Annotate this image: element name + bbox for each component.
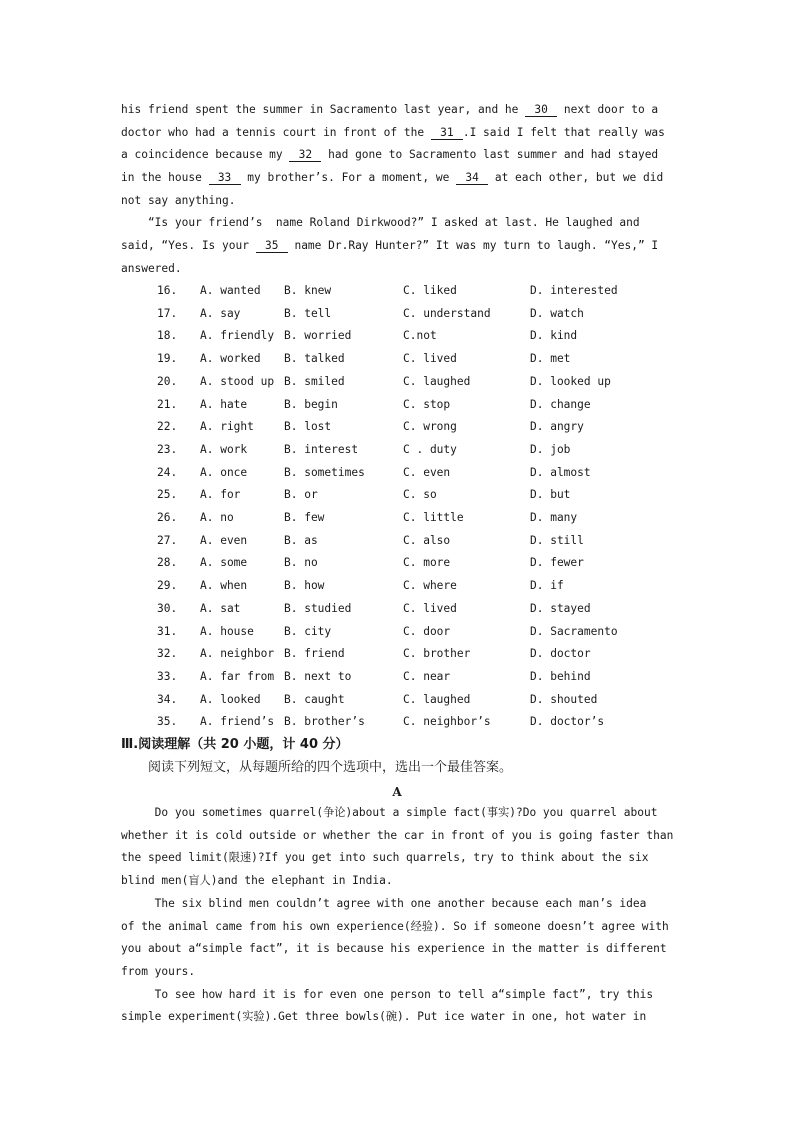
blank-34: 34 (456, 172, 488, 185)
question-number: 25. (157, 488, 178, 502)
blank-31: 31 (431, 127, 463, 140)
option-c: C. understand (403, 306, 491, 320)
option-d: D. behind (530, 669, 591, 683)
option-row (157, 420, 677, 434)
option-b: B. smiled (284, 374, 345, 388)
passage-label: A (392, 785, 402, 799)
option-row (157, 602, 677, 616)
question-number: 20. (157, 374, 178, 388)
passage-a-line: To see how hard it is for even one person to tell a“simple fact”, try this (121, 987, 654, 1001)
option-d: D. almost (530, 465, 591, 479)
option-c: C . duty (403, 442, 457, 456)
option-b: B. knew (284, 284, 332, 297)
option-a: A. house (200, 624, 254, 638)
option-b: B. or (284, 488, 318, 502)
question-number: 22. (157, 420, 178, 434)
option-row (157, 693, 677, 707)
option-row (157, 307, 677, 321)
option-c: C. so (403, 488, 437, 502)
option-d: D. shouted (530, 692, 598, 706)
blank-35: 35 (256, 240, 288, 253)
passage-line: not say anything. (121, 194, 236, 207)
blank-32: 32 (289, 149, 321, 162)
option-a: A. stood up (200, 374, 275, 388)
option-a: A. sat (200, 601, 241, 615)
option-row (157, 534, 677, 548)
option-b: B. lost (284, 420, 332, 434)
option-c: C. lived (403, 352, 457, 366)
option-d: D. still (530, 533, 584, 547)
option-d: D. met (530, 352, 571, 366)
option-row (157, 488, 677, 502)
question-number: 21. (157, 397, 178, 411)
option-d: D. interested (530, 284, 618, 297)
option-a: A. wanted (200, 284, 261, 297)
passage-a-line: from yours. (121, 964, 196, 978)
option-row (157, 625, 677, 639)
option-d: D. Sacramento (530, 624, 618, 638)
option-c: C.not (403, 329, 437, 343)
question-number: 33. (157, 669, 178, 683)
option-d: D. many (530, 511, 578, 524)
section-heading: Ⅲ.阅读理解（共 20 小题，计 40 分） (121, 737, 349, 752)
question-number: 18. (157, 329, 178, 343)
option-b: B. worried (284, 329, 352, 343)
option-a: A. neighbor (200, 647, 275, 661)
passage-line: doctor who had a tennis court in front of the 31 .I said I felt that really was (121, 126, 665, 139)
option-c: C. stop (403, 397, 451, 411)
option-c: C. brother (403, 647, 471, 661)
option-b: B. brother’s (284, 715, 365, 729)
option-a: A. when (200, 579, 248, 593)
passage-a-line: Do you sometimes quarrel(争论)about a simple fact(事实)?Do you quarrel about (121, 806, 658, 819)
option-a: A. far from (200, 669, 275, 683)
option-b: B. tell (284, 306, 332, 320)
section-instruction: 阅读下列短文，从每题所给的四个选项中，选出一个最佳答案。 (148, 760, 513, 775)
option-row (157, 647, 677, 661)
passage-line: in the house 33 my brother’s. For a moment, we 34 at each other, but we did (121, 171, 664, 184)
blank-30: 30 (525, 104, 557, 117)
passage-a-line: the speed limit(限速)?If you get into such quarrels, try to think about the six (121, 851, 649, 865)
option-c: C. more (403, 556, 451, 570)
question-number: 24. (157, 465, 178, 479)
passage-a-line: The six blind men couldn’t agree with one another because each man’s idea (121, 896, 647, 910)
option-a: A. once (200, 465, 248, 479)
option-d: D. but (530, 488, 571, 502)
option-a: A. some (200, 556, 248, 570)
option-b: B. few (284, 511, 325, 524)
option-row (157, 556, 677, 570)
passage-line: answered. (121, 262, 182, 275)
option-b: B. as (284, 533, 318, 547)
option-d: D. doctor’s (530, 715, 605, 729)
passage-a-line: you about a“simple fact”, it is because his experience in the matter is different (121, 942, 667, 956)
option-a: A. friend’s (200, 715, 275, 729)
question-number: 27. (157, 533, 178, 547)
option-b: B. begin (284, 397, 338, 411)
option-row (157, 284, 677, 298)
option-c: C. wrong (403, 420, 457, 434)
option-row (157, 329, 677, 343)
option-b: B. sometimes (284, 465, 365, 479)
option-d: D. fewer (530, 556, 584, 570)
option-d: D. stayed (530, 601, 591, 615)
passage-a-line: of the animal came from his own experience(经验). So if someone doesn’t agree with (121, 919, 669, 933)
blank-33: 33 (209, 172, 241, 185)
option-c: C. little (403, 511, 464, 524)
option-d: D. kind (530, 329, 578, 343)
option-c: C. liked (403, 284, 457, 297)
option-a: A. hate (200, 397, 248, 411)
option-d: D. watch (530, 306, 584, 320)
passage-line: “Is your friend’s name Roland Dirkwood?” I asked at last. He laughed and (121, 216, 640, 229)
option-b: B. talked (284, 352, 345, 366)
option-b: B. studied (284, 601, 352, 615)
option-row (157, 375, 677, 389)
option-row (157, 579, 677, 593)
option-a: A. say (200, 306, 241, 320)
option-b: B. caught (284, 692, 345, 706)
passage-line: his friend spent the summer in Sacramento last year, and he 30 next door to a (121, 103, 659, 116)
option-c: C. laughed (403, 692, 471, 706)
option-c: C. door (403, 624, 451, 638)
option-row (157, 715, 677, 729)
option-c: C. neighbor’s (403, 715, 491, 729)
option-a: A. for (200, 488, 241, 502)
option-b: B. no (284, 556, 318, 570)
question-number: 30. (157, 601, 178, 615)
question-number: 35. (157, 715, 178, 729)
passage-line: said, “Yes. Is your 35 name Dr.Ray Hunter?” It was my turn to laugh. “Yes,” I (121, 239, 659, 252)
option-d: D. if (530, 579, 564, 593)
option-b: B. how (284, 579, 325, 593)
question-number: 17. (157, 306, 178, 320)
question-number: 19. (157, 352, 178, 366)
option-a: A. no (200, 511, 234, 524)
option-a: A. right (200, 420, 254, 434)
option-row (157, 670, 677, 684)
option-row (157, 443, 677, 457)
option-row (157, 466, 677, 480)
question-number: 26. (157, 511, 178, 524)
option-a: A. friendly (200, 329, 275, 343)
question-number: 34. (157, 692, 178, 706)
option-a: A. worked (200, 352, 261, 366)
option-row (157, 398, 677, 412)
option-c: C. where (403, 579, 457, 593)
option-d: D. looked up (530, 374, 611, 388)
question-number: 16. (157, 284, 178, 297)
option-d: D. angry (530, 420, 584, 434)
question-number: 23. (157, 442, 178, 456)
option-d: D. job (530, 442, 571, 456)
option-a: A. even (200, 533, 248, 547)
passage-a-line: simple experiment(实验).Get three bowls(碗). Put ice water in one, hot water in (121, 1010, 647, 1024)
passage-a-line: whether it is cold outside or whether the car in front of you is going faster than (121, 828, 674, 842)
option-row (157, 511, 677, 525)
passage-line: a coincidence because my 32 had gone to Sacramento last summer and had stayed (121, 148, 659, 161)
option-c: C. lived (403, 601, 457, 615)
option-d: D. change (530, 397, 591, 411)
option-row (157, 352, 677, 366)
question-number: 32. (157, 647, 178, 661)
option-b: B. interest (284, 442, 359, 456)
option-c: C. also (403, 533, 451, 547)
option-c: C. even (403, 465, 451, 479)
passage-a-line: blind men(盲人)and the elephant in India. (121, 874, 393, 888)
option-c: C. laughed (403, 374, 471, 388)
option-b: B. city (284, 624, 332, 638)
option-b: B. next to (284, 669, 352, 683)
question-number: 31. (157, 624, 178, 638)
option-b: B. friend (284, 647, 345, 661)
option-d: D. doctor (530, 647, 591, 661)
option-a: A. work (200, 442, 248, 456)
question-number: 29. (157, 579, 178, 593)
question-number: 28. (157, 556, 178, 570)
option-a: A. looked (200, 692, 261, 706)
option-c: C. near (403, 669, 451, 683)
